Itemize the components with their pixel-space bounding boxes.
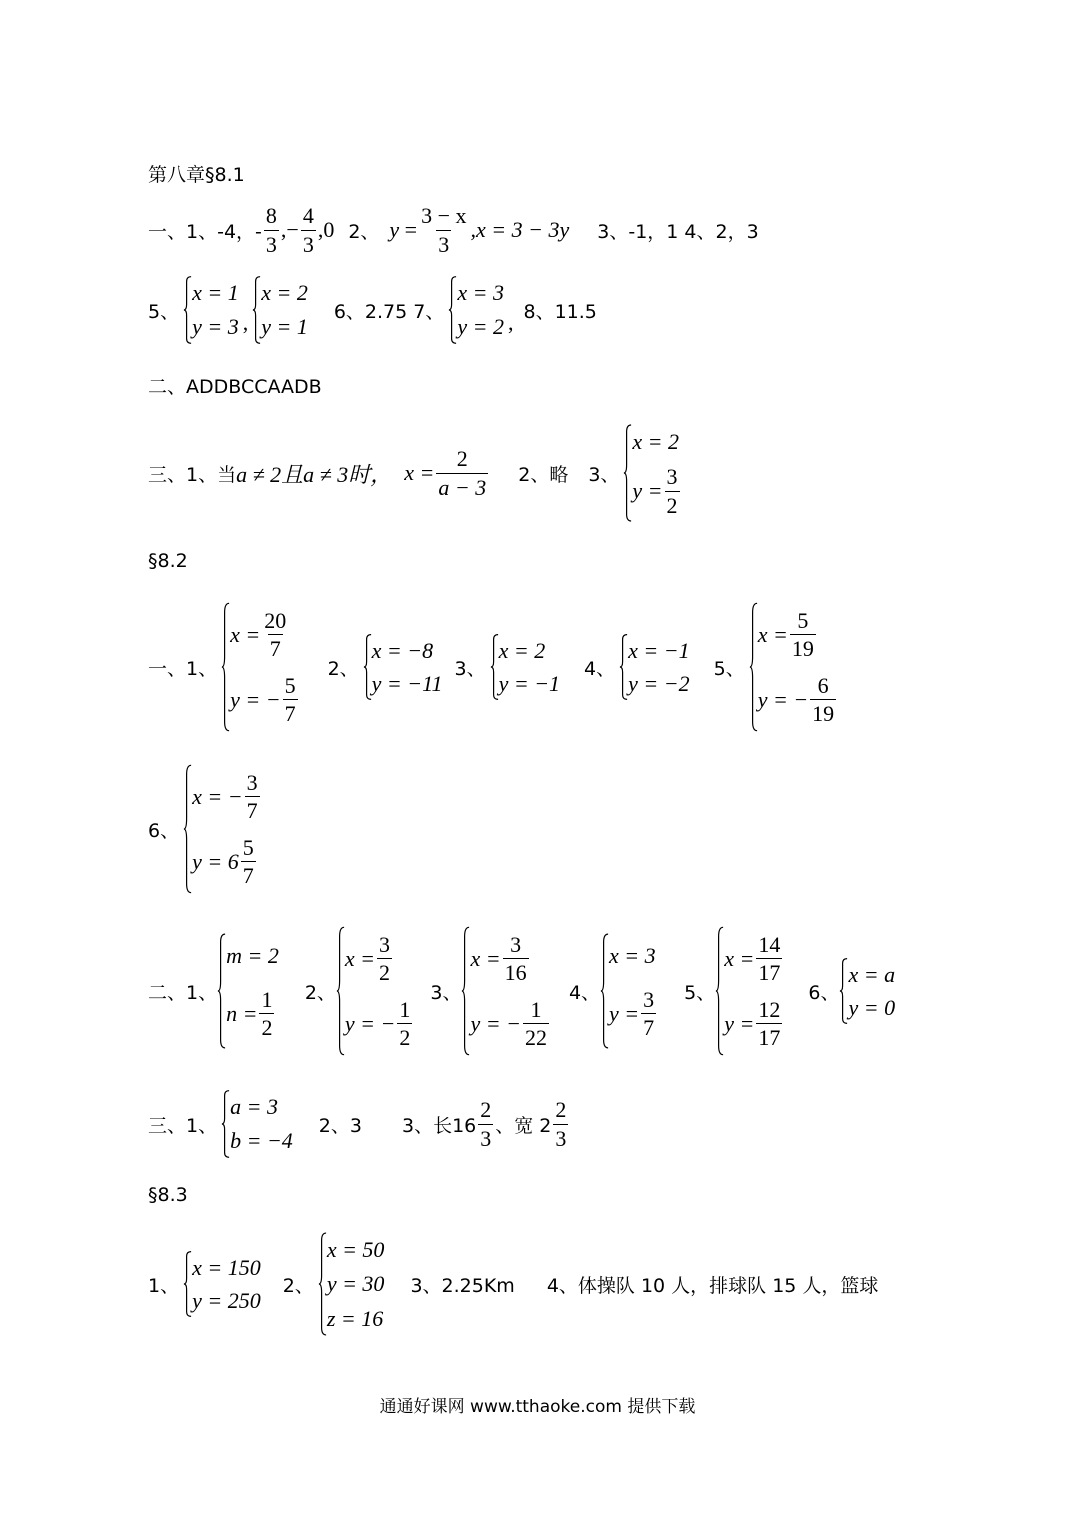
brace-icon — [448, 276, 457, 344]
q3-label: 3、 — [588, 463, 620, 486]
brace-icon — [839, 958, 848, 1024]
q8-text: 8、11.5 — [523, 300, 597, 323]
equation-system: x = 1 y = 3 — [183, 276, 239, 344]
brace-icon — [461, 926, 470, 1056]
fraction: 2 3 — [480, 1097, 492, 1151]
equation-system: x = 2 y = −1 — [490, 634, 560, 700]
answer-line-8-2-q6 — [148, 764, 266, 894]
q3-q4-text: 3、-1，1 4、2，3 — [597, 220, 759, 243]
brace-icon — [619, 634, 628, 700]
brace-icon — [221, 602, 230, 732]
zero: ,0 — [317, 217, 335, 242]
q6-label: 6、 — [148, 819, 180, 842]
minus: − — [286, 217, 299, 242]
x-expression: ,x = 3 − 3y — [470, 217, 570, 242]
q3-text: 3、长16 — [401, 1114, 477, 1137]
equation-system: x = 150 y = 250 — [183, 1251, 261, 1317]
brace-icon — [336, 926, 345, 1056]
equation-system: x = $\frac{3}{16}$ y = − $\frac{1}{22}$ — [461, 926, 550, 1056]
brace-icon — [217, 933, 226, 1049]
equation-system: x = −8 y = −11 — [363, 634, 443, 700]
q5-label: 5、 — [148, 300, 180, 323]
q1-label: 三、1、当 — [148, 463, 237, 486]
section-title-8-3: §8.3 — [148, 1184, 188, 1206]
q3-label: 3、 — [430, 981, 462, 1004]
equation-system: x = 3 y = $\frac{3}{7}$ — [600, 933, 658, 1049]
answer-line-8-1-part1 — [148, 202, 759, 258]
q4-label: 4、 — [568, 981, 601, 1004]
width-text: 、宽 2 — [495, 1114, 552, 1137]
equation-system: x = $\frac{20}{7}$ y = − $\frac{5}{7}$ — [221, 602, 299, 732]
brace-icon — [600, 933, 609, 1049]
x-eq: x = — [404, 460, 435, 485]
equation-system: x = 3 y = 2 — [448, 276, 504, 344]
q2-label: 2、 — [282, 1274, 314, 1297]
equation-system: x = $\frac{5}{19}$ y = − $\frac{6}{19}$ — [749, 602, 838, 732]
brace-icon — [715, 926, 724, 1056]
answer-line-8-2-part2 — [148, 926, 899, 1056]
equation-system: x = −1 y = −2 — [619, 634, 689, 700]
brace-icon — [623, 424, 632, 522]
equation-system: x = − $\frac{3}{7}$ y = 6 5 7 — [183, 764, 261, 894]
var-y: y — [389, 217, 400, 242]
equation-system: x = $\frac{3}{2}$ y = − $\frac{1}{2}$ — [336, 926, 414, 1056]
q6-label: 6、 — [808, 981, 840, 1004]
section-title-8-2: §8.2 — [148, 550, 188, 572]
fraction: 8 3 — [265, 203, 277, 257]
q1-text: 一、1、-4，- — [148, 220, 262, 243]
brace-icon — [252, 276, 261, 344]
brace-icon — [183, 1251, 192, 1317]
q1-label: 一、1、 — [148, 657, 218, 680]
q4-text: 4、体操队 10 人，排球队 15 人，篮球 — [546, 1274, 879, 1297]
q3-text: 3、2.25Km — [410, 1274, 515, 1297]
q5-label: 5、 — [684, 981, 716, 1004]
q3-label: 3、 — [454, 657, 486, 680]
answer-line-8-2-part1 — [148, 602, 842, 732]
q2-text: 2、3 — [318, 1114, 362, 1137]
equation-system: m = 2 n = $\frac{1}{2}$ — [217, 933, 279, 1049]
equation-system: a = 3 b = −4 — [221, 1090, 293, 1158]
answer-line-8-3 — [148, 1232, 878, 1336]
fraction: 2 3 — [555, 1097, 567, 1151]
equation-system: x = 2 y = $\frac{3}{2}$ — [623, 424, 681, 522]
equation-system: x = 50 y = 30 z = 16 — [318, 1232, 385, 1336]
q1-label: 二、1、 — [148, 981, 218, 1004]
q4-label: 4、 — [584, 657, 616, 680]
fraction: $\frac{3 - x}{3}$ — [421, 203, 467, 257]
q2-label: 2、 — [304, 981, 336, 1004]
comma: , — [280, 217, 287, 242]
brace-icon — [221, 1090, 230, 1158]
brace-icon — [490, 634, 499, 700]
brace-icon — [183, 764, 192, 894]
condition: a ≠ 2且a ≠ 3时， — [236, 461, 393, 487]
equation-system: x = a y = 0 — [839, 958, 895, 1024]
brace-icon — [749, 602, 758, 732]
fraction: $\frac{4}{3}$ — [302, 203, 314, 257]
equation-system: x = 2 y = 1 — [252, 276, 308, 344]
q5-label: 5、 — [713, 657, 745, 680]
brace-icon — [363, 634, 372, 700]
answer-line-8-2-part3 — [148, 1090, 570, 1158]
q1-label: 三、1、 — [148, 1114, 218, 1137]
section-title-8-1: 第八章§8.1 — [148, 164, 245, 186]
q6-q7-text: 6、2.75 7、 — [333, 300, 445, 323]
comma: , — [242, 310, 249, 335]
q2-text: 2、略 — [518, 463, 569, 486]
answer-line-8-1-choice: 二、ADDBCCAADB — [148, 376, 322, 398]
footer-source: 通通好课网 www.tthaoke.com 提供下载 — [379, 1397, 696, 1417]
answer-line-8-1-part2 — [148, 276, 597, 344]
q2-label: 2、 — [348, 220, 380, 243]
q2-label: 2、 — [327, 657, 359, 680]
q1-label: 1、 — [148, 1274, 180, 1297]
equation-system: x = $\frac{14}{17}$ y = $\frac{12}{17}$ — [715, 926, 784, 1056]
fraction: $\frac{2}{a - 3}$ — [438, 446, 487, 500]
eq: = — [404, 217, 418, 242]
answer-line-8-1-part3 — [148, 424, 686, 522]
comma: , — [508, 310, 514, 335]
brace-icon — [183, 276, 192, 344]
brace-icon — [318, 1232, 327, 1336]
